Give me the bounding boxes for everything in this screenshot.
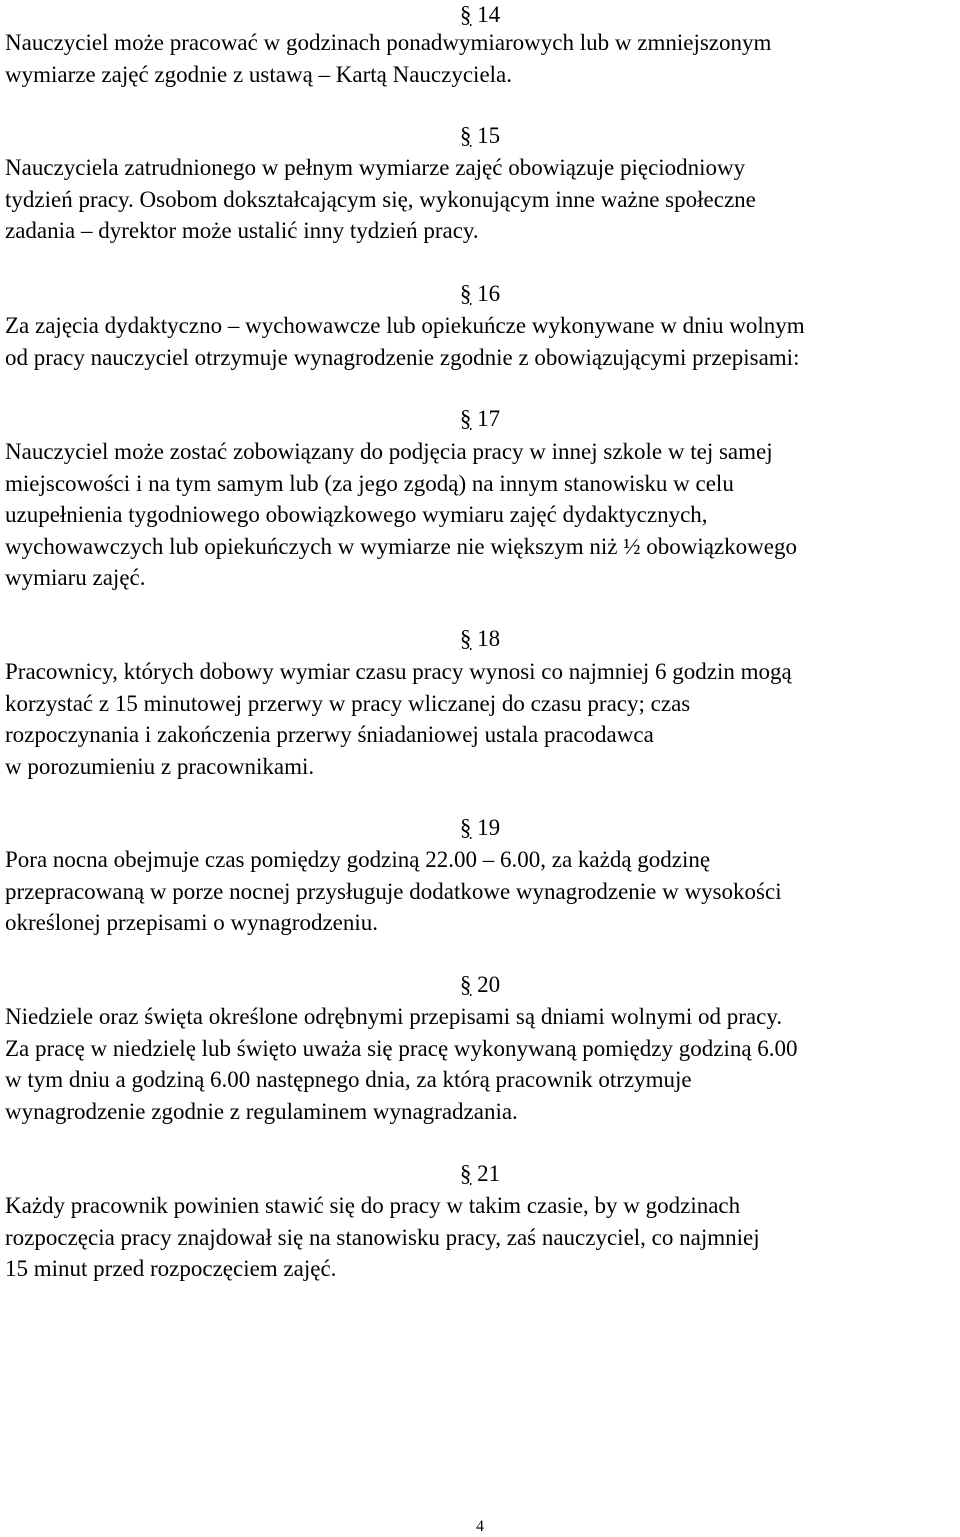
section-heading-21 (0, 1160, 960, 1188)
section-heading-15 (0, 122, 960, 150)
section-mark: § (459, 972, 472, 997)
paragraph-line: uzupełnienia tygodniowego obowiązkowego wymiaru zajęć dydaktycznych, (5, 502, 708, 527)
paragraph-line: tydzień pracy. Osobom dokształcającym się, wykonującym inne ważne społeczne (5, 186, 756, 212)
section-number: 21 (477, 1161, 501, 1186)
section-paragraph-21 (5, 1190, 955, 1285)
section-paragraph-14 (5, 27, 955, 90)
section-mark: § (459, 815, 472, 840)
paragraph-line: rozpoczęcia pracy znajdował się na stanowisku pracy, zaś nauczyciel, co najmniej (5, 1224, 760, 1250)
section-paragraph-19 (5, 844, 955, 939)
section-number: 20 (477, 972, 501, 997)
section-mark: § (459, 626, 472, 651)
section-paragraph-16 (5, 310, 955, 373)
paragraph-line: wymiarze zajęć zgodnie z ustawą – Kartą Nauczyciela. (5, 61, 512, 87)
paragraph-line: Nauczyciel może pracować w godzinach ponadwymiarowych lub w zmniejszonym (5, 30, 772, 55)
section-mark: § (459, 123, 472, 148)
paragraph-line: Pracownicy, których dobowy wymiar czasu pracy wynosi co najmniej 6 godzin mogą (5, 659, 792, 684)
section-number: 16 (477, 281, 501, 306)
paragraph-line: określonej przepisami o wynagrodzeniu. (5, 910, 378, 935)
section-heading-14 (0, 1, 960, 29)
paragraph-line: Za pracę w niedzielę lub święto uważa się pracę wykonywaną pomiędzy godziną 6.00 (5, 1035, 798, 1061)
paragraph-line: przepracowaną w porze nocnej przysługuje dodatkowe wynagrodzenie w wysokości (5, 878, 782, 904)
section-heading-20 (0, 971, 960, 999)
section-paragraph-17 (5, 436, 955, 594)
paragraph-line: wynagrodzenie zgodnie z regulaminem wynagradzania. (5, 1098, 518, 1124)
paragraph-line: korzystać z 15 minutowej przerwy w pracy wliczanej do czasu pracy; czas (5, 690, 691, 716)
paragraph-line: miejscowości i na tym samym lub (za jego zgodą) na innym stanowisku w celu (5, 470, 734, 496)
paragraph-line: zadania – dyrektor może ustalić inny tydzień pracy. (5, 218, 479, 243)
section-mark: § (459, 1161, 472, 1186)
section-heading-17 (0, 405, 960, 433)
paragraph-line: Nauczyciela zatrudnionego w pełnym wymiarze zajęć obowiązuje pięciodniowy (5, 155, 746, 180)
paragraph-line: Każdy pracownik powinien stawić się do pracy w takim czasie, by w godzinach (5, 1193, 741, 1218)
paragraph-line: rozpoczynania i zakończenia przerwy śniadaniowej ustala pracodawca (5, 722, 654, 747)
section-number: 15 (477, 123, 501, 148)
paragraph-line: w porozumieniu z pracownikami. (5, 753, 315, 779)
paragraph-line: Pora nocna obejmuje czas pomiędzy godziną 22.00 – 6.00, za każdą godzinę (5, 847, 711, 872)
section-mark: § (459, 281, 472, 306)
section-mark: § (459, 406, 472, 431)
section-heading-16 (0, 280, 960, 308)
paragraph-line: od pracy nauczyciel otrzymuje wynagrodzenie zgodnie z obowiązującymi przepisami: (5, 344, 800, 370)
section-mark: § (459, 2, 472, 27)
paragraph-line: w tym dniu a godziną 6.00 następnego dnia, za którą pracownik otrzymuje (5, 1067, 692, 1092)
section-number: 17 (477, 406, 501, 431)
section-paragraph-20 (5, 1001, 955, 1127)
section-heading-19 (0, 814, 960, 842)
section-number: 18 (477, 626, 501, 651)
section-paragraph-18 (5, 656, 955, 782)
paragraph-line: wychowawczych lub opiekuńczych w wymiarze nie większym niż ½ obowiązkowego (5, 533, 797, 559)
paragraph-line: Nauczyciel może zostać zobowiązany do podjęcia pracy w innej szkole w tej samej (5, 439, 773, 464)
paragraph-line: 15 minut przed rozpoczęciem zajęć. (5, 1256, 337, 1281)
page-number: 4 (476, 1518, 484, 1535)
section-number: 19 (477, 815, 501, 840)
paragraph-line: Niedziele oraz święta określone odrębnymi przepisami są dniami wolnymi od pracy. (5, 1004, 783, 1029)
section-heading-18 (0, 625, 960, 653)
paragraph-line: wymiaru zajęć. (5, 565, 146, 590)
section-paragraph-15 (5, 152, 955, 247)
section-number: 14 (477, 2, 501, 27)
paragraph-line: Za zajęcia dydaktyczno – wychowawcze lub opiekuńcze wykonywane w dniu wolnym (5, 313, 805, 338)
